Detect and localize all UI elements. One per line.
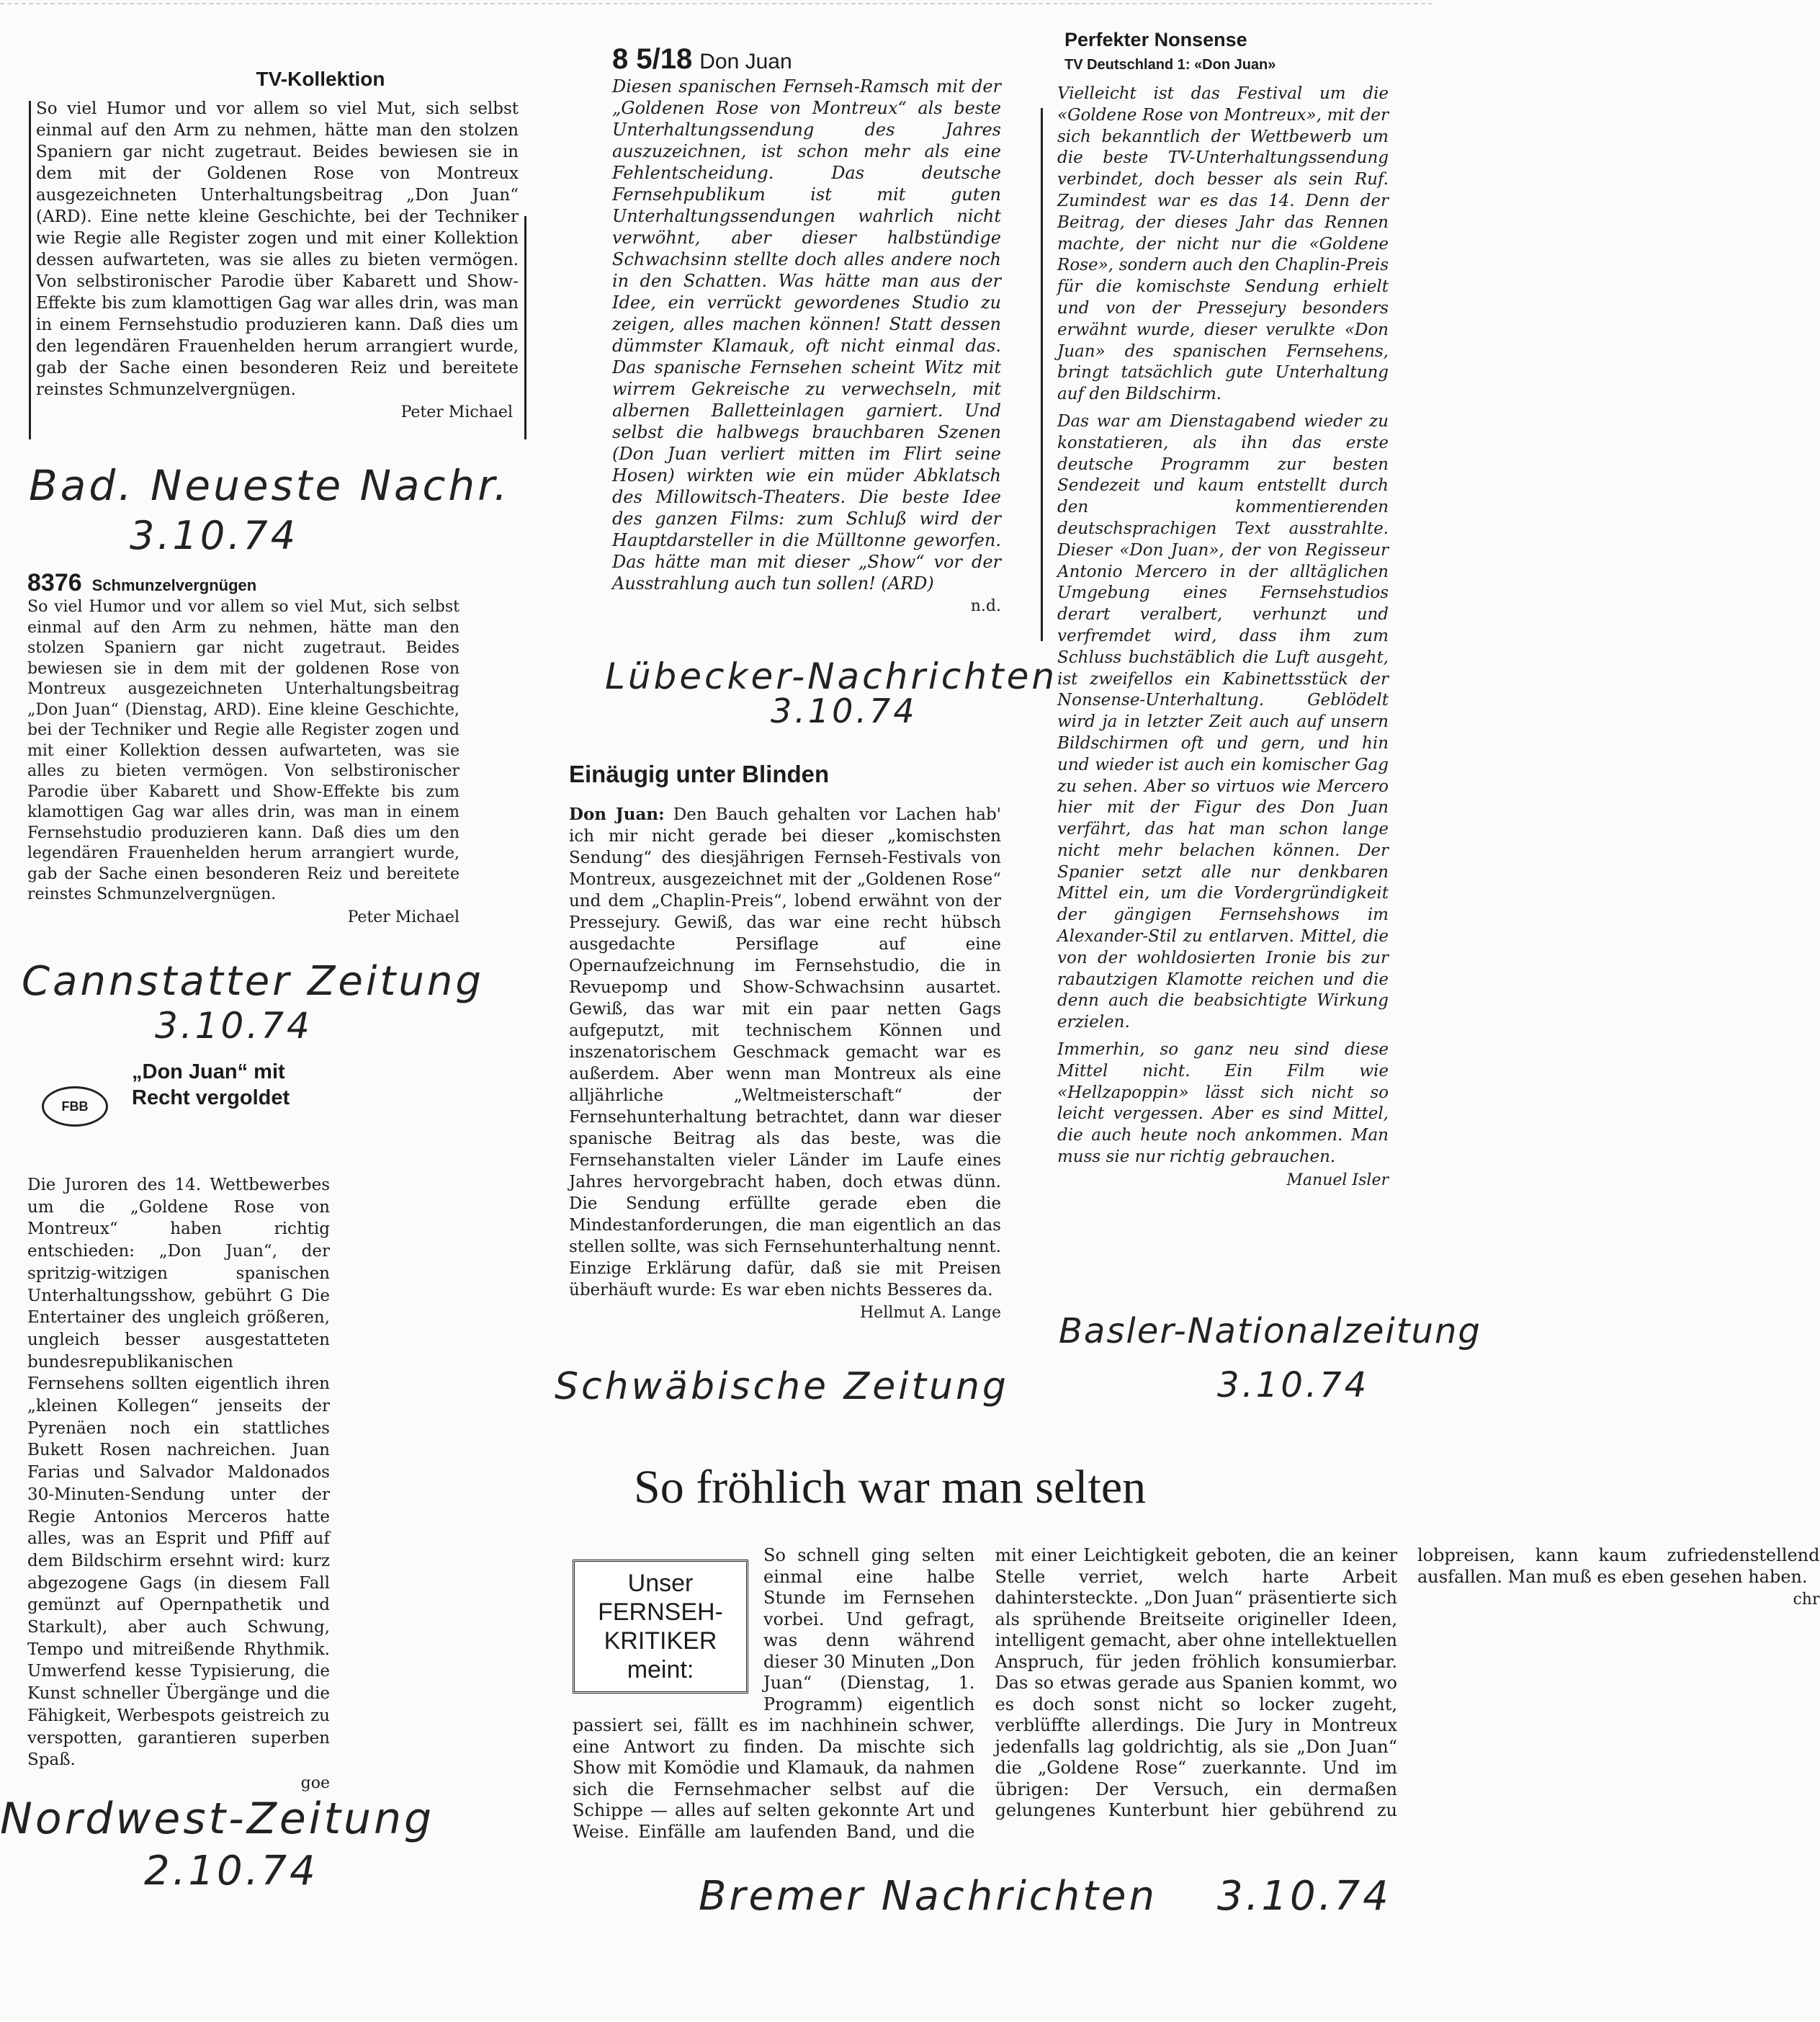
clip-title: Einäugig unter Blinden [569, 761, 830, 787]
kritiker-line-4: meint: [627, 1656, 694, 1683]
clip-code: 8 5/18 [612, 43, 693, 75]
clip-body: So schnell ging selten einmal eine halbe Stunde im Fernsehen vorbei. Und gefragt, was denn während dieser 30 Minuten „Don Juan“ (Dienstag, 1. Programm) eigentlich passiert sei, fällt es im nachhinein schwer, eine Antwort zu finden. Da mischte sich Show mit Komödie und Klamauk, da nahmen sich die Fernsehmacher selbst auf die Schippe — alles auf selten gekonnte Art und Weise. Einfälle am laufenden Band, und die mit einer Leichtigkeit geboten, die an keiner Stelle verriet, welch harte Arbeit dahintersteckte. „Don Juan“ präsentierte sich als sprühende Breitseite origineller Ideen, intelligent gemacht, aber ohne intellektuellen Anspruch, für jeden fröhlich konsumierbar. Das so etwas gerade aus Spanien kommt, wo es doch sonst nicht so locker zugeht, verblüffte allerdings. Die Jury in Montreux jedenfalls lag goldrichtig, als sie „Don Juan“ die „Goldene Rose“ zuerkannte. Und im übrigen: Der Versuch, ein dermaßen gelungenes Kunterbunt hier gebührend zu lobpreisen, kann kaum zufriedenstellend ausfallen. Man muß es eben gesehen haben. [573, 1545, 1820, 1842]
handwritten-date: 3.10.74 [155, 1005, 313, 1047]
clip-subtitle: TV Deutschland 1: «Don Juan» [1064, 57, 1276, 73]
bracket-left [29, 101, 31, 439]
handwritten-source: Basler-Nationalzeitung [1059, 1311, 1481, 1351]
clip-code: 8376 [27, 569, 82, 596]
bracket-right [524, 216, 526, 439]
clip-einaeugig [569, 756, 1001, 1369]
kritiker-line-2: FERNSEH- [598, 1598, 723, 1626]
clip-tv-kollektion [29, 65, 526, 454]
handwritten-date: 3.10.74 [771, 692, 918, 730]
clip-title: Don Juan [699, 50, 792, 73]
handwritten-source: Nordwest-Zeitung [0, 1794, 435, 1844]
clip-title: TV-Kollektion [256, 68, 385, 90]
clip-title: Schmunzelvergnügen [91, 576, 257, 594]
handwritten-source: Lübecker-Nachrichten [605, 656, 1058, 697]
clip-body: So viel Humor und vor allem so viel Mut, sich selbst einmal auf den Arm zu nehmen, hätte man den stolzen Spaniern gar nicht zugetraut. Beides bewiesen sie in dem mit der goldenen Rose von Montreux ausgezeichneten Unterhaltungsbeitrag „Don Juan“ (Dienstag, ARD). Eine kleine Geschichte, bei der Techniker und Regie alle Register zogen und mit einer Kollektion dessen aufwarteten, was sie alles zu bieten vermögen. Von selbstironischer Parodie über Kabarett und Show-Effekte bis zum klamottigen Gag war alles drin, was man in einem Fernsehstudio produzieren kann. Daß dies um den legendären Frauenhelden herum arrangiert wurde, gab der Sache einen besonderen Reiz und bereitete reinstes Schmunzelvergnügen. [27, 598, 460, 903]
clip-don-juan-luebeck [612, 43, 1001, 648]
clip-title: „Don Juan“ mit Recht vergoldet [132, 1060, 290, 1109]
clip-author: goe [300, 1773, 330, 1792]
clip-don-juan-vergoldet [27, 1059, 330, 1792]
clip-lead: Don Juan: [569, 805, 665, 824]
clip-title: Perfekter Nonsense [1064, 29, 1247, 50]
clip-body-3: Immerhin, so ganz neu sind diese Mittel nicht. Ein Film wie «Hellzapoppin» lässt sich nicht so leicht vergessen. Aber es sind Mittel, die auch heute noch ankommen. Man muss sie nur richtig gebrauchen. [1057, 1040, 1389, 1167]
handwritten-source: Cannstatter Zeitung [22, 958, 484, 1005]
clip-body-1: Vielleicht ist das Festival um die «Goldene Rose von Montreux», mit der sich bekanntlich der Wettbewerb um die beste TV-Unterhaltungssendung verbindet, doch besser als sein Ruf. Zumindest war es das 14. Denn der Beitrag, der dieses Jahr das Rennen machte, der nicht nur die «Goldene Rose», sondern auch den Chaplin-Preis für die komischste Sendung erhielt und von der Pressejury besonders erwähnt wurde, dieser verulkte «Don Juan» des spanischen Fernsehens, bringt tatsächlich gute Unterhaltung auf den Bildschirm. [1057, 84, 1389, 404]
handwritten-source: Bad. Neueste Nachr. [29, 461, 511, 510]
clip-so-froehlich-body [573, 1545, 1820, 1862]
clip-body: So viel Humor und vor allem so viel Mut, sich selbst einmal auf den Arm zu nehmen, hätte man den stolzen Spaniern gar nicht zugetraut. Beides bewiesen sie in dem mit der Goldenen Rose von Montreux ausgezeichneten Unterhaltungsbeitrag „Don Juan“ (ARD). Eine nette kleine Geschichte, bei der Techniker wie Regie alle Register zogen und mit einer Kollektion dessen aufwarteten, was sie alles zu bieten vermögen. Von selbstironischer Parodie über Kabarett und Show-Effekte bis zum klamottigen Gag war alles drin, was man in einem Fernsehstudio produzieren kann. Daß dies um den legendären Frauenhelden herum arrangiert wurde, gab der Sache einen besonderen Reiz und bereitete reinstes Schmunzelvergnügen. [36, 99, 519, 399]
handwritten-source: Bremer Nachrichten [699, 1873, 1157, 1920]
clip-author: Hellmut A. Lange [859, 1304, 1001, 1322]
kritiker-line-3: KRITIKER [604, 1627, 717, 1655]
handwritten-source: Schwäbische Zeitung [555, 1365, 1009, 1408]
clip-body: Den Bauch gehalten vor Lachen hab' ich mir nicht gerade bei dieser „komischsten Sendung“ des diesjährigen Fernseh-Festivals von Montreux, ausgezeichnet mit der „Goldenen Rose“ und dem „Chaplin-Preis“, lobend erwähnt von der Pressejury. Gewiß, das war eine recht hübsch ausgedachte Persiflage auf eine Opernaufzeichnung im Fernsehstudio, die in Revuepomp und Show-Schwachsinn ausartet. Gewiß, das war mit ein paar netten Gags aufgeputzt, mit technischem Können und inszenatorischem Geschmack gemacht war es außerdem. Aber wenn man Montreux als eine alljährliche „Weltmeisterschaft“ der Fernsehunterhaltung betrachtet, dann war dieser spanische Beitrag als das beste, was die Fernsehanstalten vieler Länder im Laufe eines Jahres hervorgebracht haben, doch etwas dünn. Die Sendung erfüllte gerade eben die Mindestanforderungen, die man eigentlich an das stellen sollte, was sich Fernsehunterhaltung nennt. Einzige Erklärung dafür, daß sie mit Preisen überhäuft wurde: Es war eben nichts Besseres da. [569, 805, 1001, 1299]
clip-body: Die Juroren des 14. Wettbewerbes um die „Goldene Rose von Montreux“ haben richtig entschieden: „Don Juan“, der spritzig-witzigen spanischen Unterhaltungsshow, gebührt G Die Entertainer des ungleich größeren, ungleich besser ausgestatteten bundesrepublikanischen Fernsehens sollten eigentlich ihren „kleinen Kollegen“ jenseits der Pyrenäen noch ein stattliches Bukett Rosen nachreichen. Juan Farias und Salvador Maldonados 30-Minuten-Sendung unter der Regie Antonios Merceros hatte alles, was an Esprit und Pfiff auf dem Bildschirm ersehnt wird: kurz abgezogene Gags (in diesem Fall gemünzt auf Opernpathetik und Starkult), aber auch Schwung, Tempo und mitreißende Rhythmik. Umwerfend kesse Typisierung, die Kunst schneller Übergänge und die Fähigkeit, Werbespots geistreich zu verspotten, garantieren superben Spaß. [27, 1176, 330, 1770]
handwritten-date: 2.10.74 [144, 1848, 318, 1894]
handwritten-date: 3.10.74 [130, 513, 299, 558]
clip-author: n.d. [970, 597, 1001, 615]
newspaper-logo: FBB [42, 1086, 108, 1127]
clip-author: Peter Michael [400, 403, 513, 421]
kritiker-line-1: Unser [627, 1570, 694, 1597]
clip-body: Diesen spanischen Fernseh-Ramsch mit der „Goldenen Rose von Montreux“ als beste Unterhaltungssendung des Jahres auszuzeichnen, ist schon mehr als eine Fehlentscheidung. Das deutsche Fernsehpublikum ist mit guten Unterhaltungssendungen wahrlich nicht verwöhnt, aber dieser halbstündige Schwachsinn stellte doch alles andere noch in den Schatten. Was hätte man aus der Idee, ein verrückt gewordenes Studio zu zeigen, alles machen können! Statt dessen dümmster Klamauk, oft nicht einmal das. Das spanische Fernsehen scheint Witz mit wirrem Gekreische zu verwechseln, mit albernen Balletteinlagen garniert. Und selbst die halbwegs brauchbaren Szenen (Don Juan verliert mitten im Flirt seine Hosen) wirkten wie ein müder Abklatsch des Millowitsch-Theaters. Die beste Idee des ganzen Films: zum Schluß wird der Hauptdarsteller in die Mülltonne geworfen. Das hätte man mit dieser „Show“ vor der Ausstrahlung auch tun sollen! (ARD) [612, 76, 1001, 594]
handwritten-date: 3.10.74 [1217, 1873, 1391, 1920]
clip-author: Manuel Isler [1286, 1171, 1389, 1189]
clip-schmunzelvergnuegen [27, 569, 460, 947]
clip-body-2: Das war am Dienstagabend wieder zu konstatieren, als ihn das erste deutsche Programm zur besten Sendezeit und kaum entstellt durch den kommentierenden deutschsprachigen Text ausstrahlte. Dieser «Don Juan», der von Regisseur Antonio Mercero in der alltäglichen Umgebung eines Fernsehstudios derart veralbert, verhunzt und verfremdet wird, dass ihm zum Schluss buchstäblich die Luft ausgeht, ist zweifellos ein Kabinettsstück der Nonsense-Unterhaltung. Geblödelt wird ja in letzter Zeit auch auf unsern Bildschirmen oft und gern, und hin und wieder ist auch ein komischer Gag zu sehen. Aber so virtuos wie Mercero hier mit der Figur des Don Juan verfährt, das hat man schon lange nicht mehr belachen können. Der Spanier setzt alle nur denkbaren Mittel ein, um die Vordergründigkeit der gängigen Fernsehshows im Alexander-Stil zu entlarven. Mittel, die von der wohldosierten Ironie bis zur rabautzigen Klamotte reichen und die denn auch die beabsichtigte Wirkung erzielen. [1057, 411, 1389, 1032]
clip-title: So fröhlich war man selten [634, 1461, 1147, 1513]
handwritten-date: 3.10.74 [1217, 1365, 1370, 1405]
clip-perfekter-nonsense [1057, 29, 1389, 1289]
bracket-left [1041, 108, 1043, 641]
clip-author: chr [1793, 1591, 1820, 1609]
page-top-rule [0, 3, 1433, 4]
clip-author: Peter Michael [347, 908, 460, 926]
